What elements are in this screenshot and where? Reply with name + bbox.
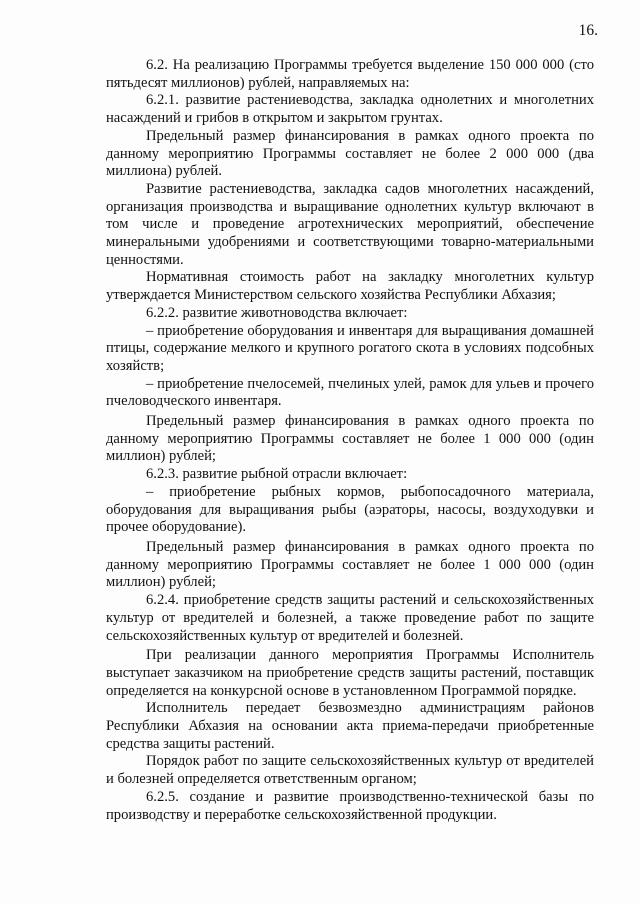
paragraph-6-2: 6.2. На реализацию Программы требуется выделение 150 000 000 (сто пятьдесят миллионов) рублей, направляемых на: [106, 57, 594, 91]
paragraph-financing-limit-3: Предельный размер финансирования в рамках одного проекта по данному мероприятию Программы составляет не более 1 000 000 (один миллион) рублей; [106, 538, 594, 591]
paragraph-executor-customer: При реализации данного мероприятия Программы Исполнитель выступает заказчиком на приобретение средств защиты растений, поставщик определяется на конкурсной основе в установленном Программой порядке. [106, 647, 594, 699]
paragraph-6-2-2: 6.2.2. развитие животноводства включает: [146, 304, 408, 321]
paragraph-protection-procedure: Порядок работ по защите сельскохозяйственных культур от вредителей и болезней определяется ответственным органом; [106, 753, 594, 788]
list-item-fish-feed: – приобретение рыбных кормов, рыбопосадочного материала, оборудования для выращивания рыбы (аэраторы, насосы, воздуходувки и прочее оборудование). [106, 483, 594, 536]
paragraph-6-2-4: 6.2.4. приобретение средств защиты растений и сельскохозяйственных культур от вредителей и болезней, а также проведение работ по защите сельскохозяйственных культур от вредителей и болезней. [106, 592, 594, 644]
list-item-poultry-cattle: – приобретение оборудования и инвентаря для выращивания домашней птицы, содержание мелкого и крупного рогатого скота в условиях подсобных хозяйств; [106, 322, 594, 374]
paragraph-crop-development: Развитие растениеводства, закладка садов многолетних насаждений, организация производства и выращивание однолетних культур включают в том числе и проведение агротехнических мероприятий, обеспечение минеральными удобрениями и соответствующими товарно-материальными ценностями. [106, 180, 594, 268]
document-body [106, 57, 594, 824]
paragraph-executor-transfer: Исполнитель передает безвозмездно администрациям районов Республики Абхазия на основании акта приема-передачи приобретенные средства защиты растений. [106, 700, 594, 752]
paragraph-normative-cost: Нормативная стоимость работ на закладку многолетних культур утверждается Министерством сельского хозяйства Республики Абхазия; [106, 269, 594, 304]
paragraph-6-2-5: 6.2.5. создание и развитие производственно-технической базы по производству и переработке сельскохозяйственной продукции. [106, 788, 594, 823]
paragraph-6-2-1: 6.2.1. развитие растениеводства, закладка однолетних и многолетних насаждений и грибов в открытом и закрытом грунтах. [106, 92, 594, 127]
page-number: 16. [578, 22, 598, 39]
paragraph-financing-limit-2: Предельный размер финансирования в рамках одного проекта по данному мероприятию Программы составляет не более 1 000 000 (один миллион) рублей; [106, 413, 594, 465]
paragraph-financing-limit-1: Предельный размер финансирования в рамках одного проекта по данному мероприятию Программы составляет не более 2 000 000 (два миллиона) рублей. [106, 127, 594, 180]
list-item-beekeeping: – приобретение пчелосемей, пчелиных улей, рамок для ульев и прочего пчеловодческого инвентаря. [106, 375, 594, 410]
paragraph-6-2-3: 6.2.3. развитие рыбной отрасли включает: [146, 466, 408, 483]
